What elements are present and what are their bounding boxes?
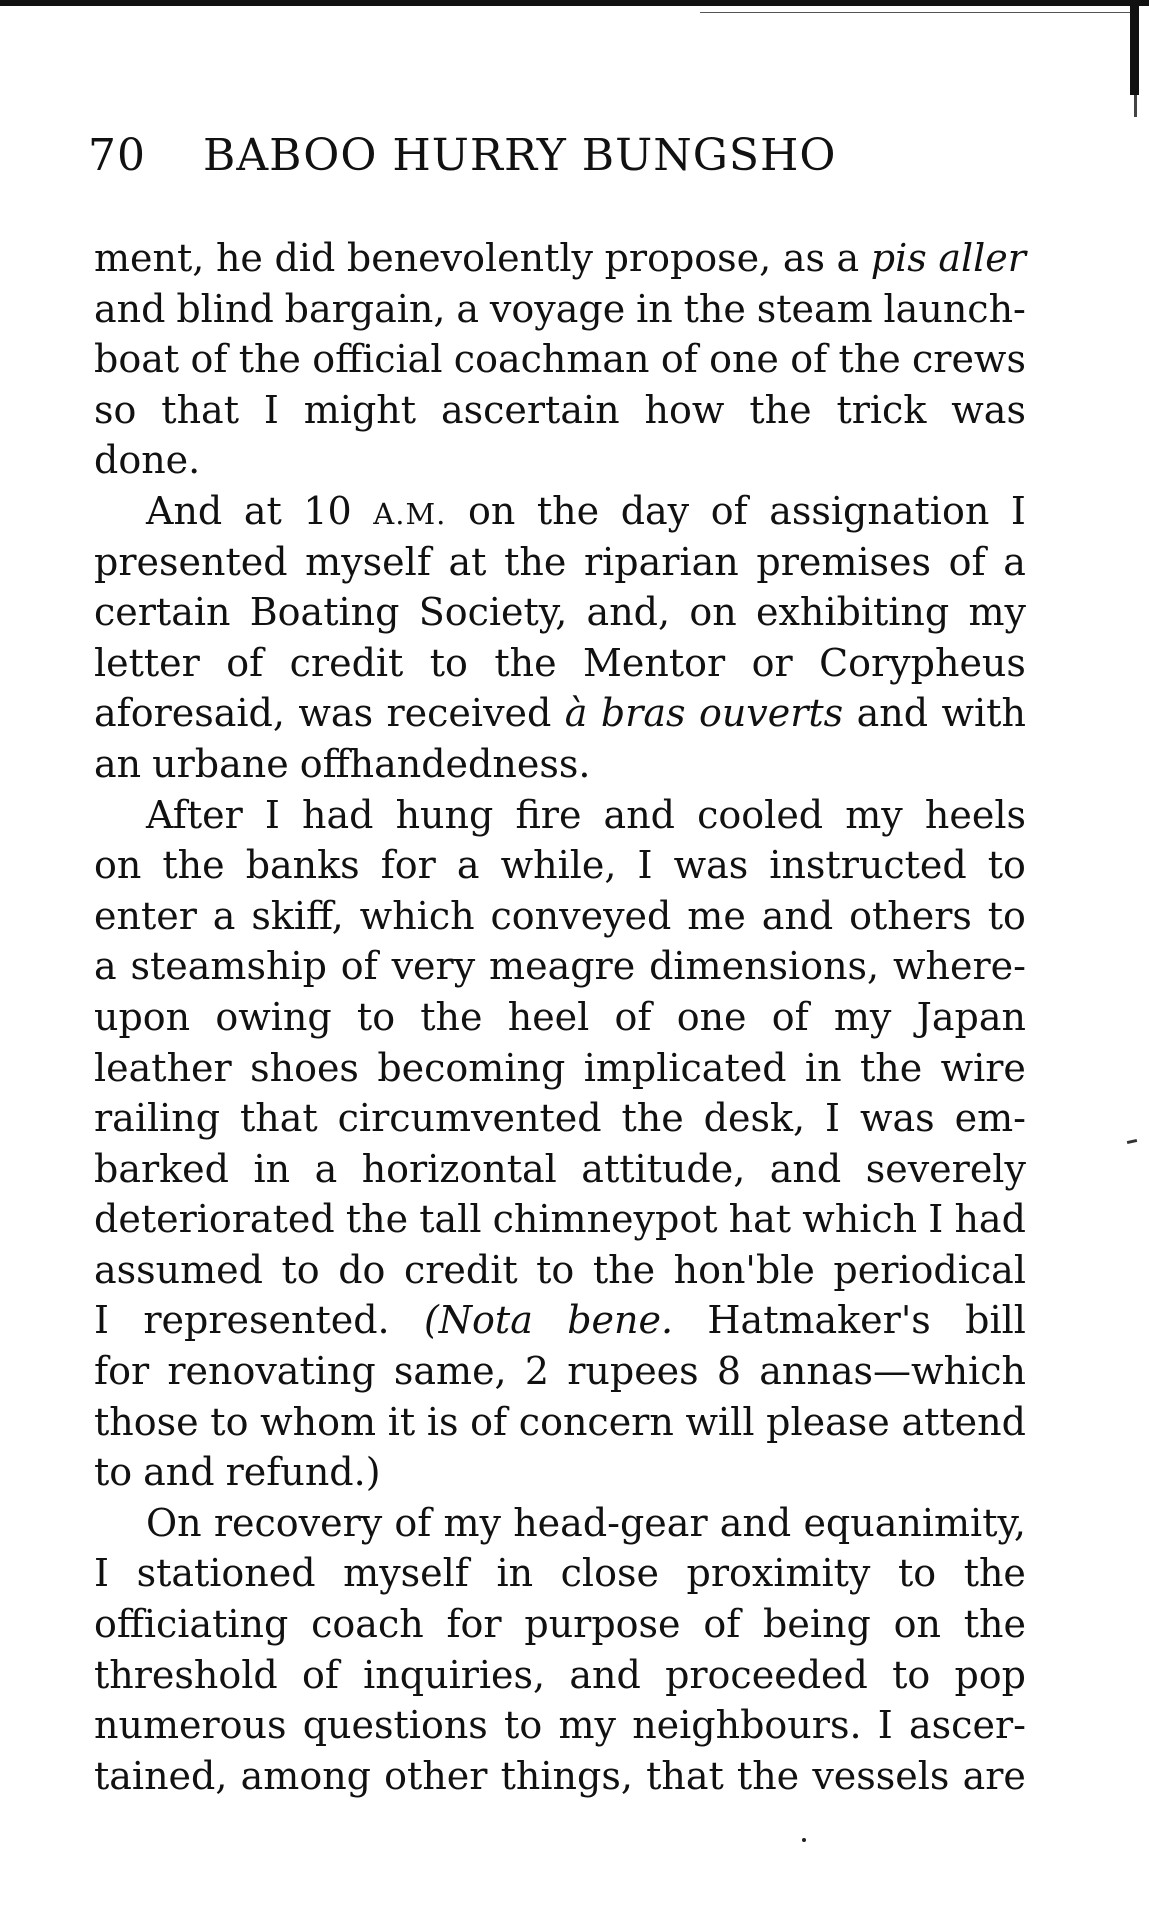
text-line — [94, 992, 1026, 1043]
word: circumvented — [337, 1096, 602, 1141]
word: I — [94, 1551, 110, 1596]
text-line — [94, 537, 1026, 588]
word: Boating — [249, 590, 400, 635]
word: inquiries, — [363, 1652, 546, 1697]
word: concern — [518, 1399, 674, 1444]
word: threshold — [94, 1652, 278, 1697]
page-number: 70 — [88, 130, 146, 181]
word: do — [338, 1247, 386, 1292]
word: the — [494, 640, 557, 685]
word: on — [689, 590, 737, 635]
word: steamship — [130, 944, 327, 989]
word: assignation — [769, 488, 990, 533]
word: and — [761, 893, 834, 938]
word: of — [703, 1602, 741, 1647]
word: launch- — [883, 286, 1026, 331]
text-line — [94, 1599, 1026, 1650]
word: coach — [311, 1602, 424, 1647]
word: while, — [500, 843, 617, 888]
word: steam — [756, 286, 873, 331]
word: was — [951, 387, 1026, 432]
text-line — [94, 1700, 1026, 1751]
word: bargain, — [284, 286, 446, 331]
word: leather — [94, 1045, 232, 1090]
word: Corypheus — [819, 640, 1026, 685]
word: the — [621, 1096, 684, 1141]
word: whom — [260, 1399, 377, 1444]
word: which — [802, 1197, 918, 1242]
running-title: BABOO HURRY BUNGSHO — [203, 130, 837, 181]
word: neighbours. — [632, 1703, 862, 1748]
word: of — [710, 488, 748, 533]
word: bras — [600, 691, 686, 736]
word: pop — [954, 1652, 1026, 1697]
word: Society, — [418, 590, 568, 635]
text-line — [94, 385, 1026, 436]
word: head-gear — [513, 1500, 708, 1545]
text-line — [94, 1397, 1026, 1448]
word: an — [94, 741, 142, 786]
word: for — [94, 1349, 150, 1394]
word: or — [751, 640, 793, 685]
word: the — [238, 337, 301, 382]
word: the — [536, 488, 600, 533]
word: proximity — [686, 1551, 871, 1596]
word: of — [790, 337, 828, 382]
word: conveyed — [490, 893, 672, 938]
word: 2 — [524, 1349, 550, 1394]
word: upon — [94, 994, 191, 1039]
word: heel — [507, 994, 590, 1039]
word: of — [340, 944, 378, 989]
word: that — [646, 1753, 724, 1798]
word: officiating — [94, 1602, 289, 1647]
word: with — [941, 691, 1026, 736]
word: deteriorated — [94, 1197, 335, 1242]
word: to — [897, 1551, 937, 1596]
word: purpose — [524, 1602, 681, 1647]
word: my — [558, 1703, 616, 1748]
word: will — [685, 1399, 755, 1444]
word: was — [298, 691, 374, 736]
word: might — [303, 387, 417, 432]
word: instructed — [769, 843, 967, 888]
word: of — [614, 994, 652, 1039]
text-line — [94, 1498, 1026, 1549]
word: is — [426, 1399, 459, 1444]
word: of — [190, 337, 228, 382]
text-line — [94, 1751, 1026, 1802]
word: myself — [305, 539, 431, 584]
word: ouverts — [698, 691, 844, 736]
text-line — [94, 1548, 1026, 1599]
word: and — [719, 1500, 792, 1545]
word: A.M. — [373, 496, 447, 531]
word: to — [536, 1247, 575, 1292]
word: my — [833, 994, 892, 1039]
word: heels — [924, 792, 1026, 837]
word: presented — [94, 539, 288, 584]
word: coachman — [453, 337, 650, 382]
word: one — [676, 994, 747, 1039]
text-line — [94, 1245, 1026, 1296]
word: pis — [870, 236, 927, 280]
word: I — [825, 1096, 841, 1141]
word: the — [736, 1753, 800, 1798]
word: I — [263, 387, 279, 432]
word: equanimity, — [803, 1500, 1026, 1545]
word: in — [636, 286, 673, 331]
word: had — [302, 792, 374, 837]
text-line — [94, 284, 1026, 335]
word: Hatmaker's — [707, 1298, 931, 1343]
text-line — [94, 790, 1026, 841]
word: credit — [403, 1247, 518, 1292]
word: recovery — [213, 1500, 383, 1545]
word: trick — [836, 387, 927, 432]
word: the — [162, 843, 225, 888]
word: On — [146, 1500, 202, 1545]
word: are — [962, 1753, 1026, 1798]
word: à — [564, 691, 588, 736]
text-line — [94, 941, 1026, 992]
word: so — [94, 387, 137, 432]
word: my — [845, 792, 903, 837]
word: how — [644, 387, 725, 432]
word: After — [146, 792, 243, 837]
word: the — [683, 286, 746, 331]
word: same, — [393, 1349, 507, 1394]
word: and, — [586, 590, 671, 635]
word: where- — [892, 944, 1026, 989]
word: annas—which — [759, 1349, 1026, 1394]
word: numerous — [94, 1703, 287, 1748]
word: it — [387, 1399, 416, 1444]
word: in — [253, 1146, 291, 1191]
word: severely — [865, 1146, 1026, 1191]
word: credit — [289, 640, 404, 685]
word: And — [146, 488, 223, 533]
word: shoes — [250, 1045, 359, 1090]
word: skiff, — [251, 893, 344, 938]
word: to — [356, 994, 396, 1039]
word: done. — [94, 438, 201, 483]
word: had — [954, 1197, 1026, 1242]
word: and — [856, 691, 929, 736]
text-line — [94, 1295, 1026, 1346]
word: tained, — [94, 1753, 228, 1798]
word: did — [274, 236, 336, 280]
word: vessels — [812, 1753, 950, 1798]
text-line — [94, 1093, 1026, 1144]
word: letter — [94, 640, 200, 685]
word: of — [301, 1652, 339, 1697]
word: bill — [965, 1298, 1026, 1343]
word: banks — [245, 843, 360, 888]
word: I — [264, 792, 280, 837]
word: assumed — [94, 1247, 263, 1292]
word: enter — [94, 893, 197, 938]
word: proceeded — [665, 1652, 868, 1697]
word: the — [592, 1247, 656, 1292]
word: official — [312, 337, 443, 382]
word: to — [94, 1450, 133, 1495]
word: was — [859, 1096, 935, 1141]
word: chimneypot — [492, 1197, 718, 1242]
word: voyage — [489, 286, 626, 331]
word: on — [893, 1602, 941, 1647]
word: of — [394, 1500, 432, 1545]
word: I — [877, 1703, 893, 1748]
word: very — [391, 944, 476, 989]
word: 8 — [716, 1349, 742, 1394]
word: me — [687, 893, 746, 938]
word: to — [987, 843, 1026, 888]
word: that — [161, 387, 239, 432]
word: em- — [954, 1096, 1026, 1141]
word: wire — [940, 1045, 1026, 1090]
word: for — [380, 843, 436, 888]
text-line — [94, 233, 1026, 284]
word: meagre — [489, 944, 636, 989]
word: horizontal — [361, 1146, 557, 1191]
word: and — [603, 792, 676, 837]
text-line — [94, 435, 1026, 486]
word: cooled — [697, 792, 824, 837]
word: was — [673, 843, 749, 888]
word: attitude, — [581, 1146, 746, 1191]
word: hung — [395, 792, 494, 837]
word: Japan — [916, 994, 1026, 1039]
word: a — [1003, 539, 1026, 584]
text-line — [94, 1144, 1026, 1195]
word: aforesaid, — [94, 691, 285, 736]
word: in — [804, 1045, 842, 1090]
word: among — [240, 1753, 371, 1798]
word: questions — [302, 1703, 488, 1748]
top-rule-thin — [700, 12, 1130, 13]
word: desk, — [703, 1096, 806, 1141]
word: 10 — [303, 488, 352, 533]
text-line — [94, 1346, 1026, 1397]
page-edge-mark — [1130, 0, 1139, 95]
word: other — [384, 1753, 488, 1798]
text-line — [94, 1650, 1026, 1701]
word: others — [849, 893, 972, 938]
word: renovating — [167, 1349, 376, 1394]
word: exhibiting — [755, 590, 950, 635]
word: he — [215, 236, 263, 280]
word: to — [892, 1652, 931, 1697]
word: which — [359, 893, 475, 938]
word: bene. — [567, 1298, 674, 1343]
word: in — [496, 1551, 534, 1596]
word: on — [94, 843, 142, 888]
text-line — [94, 840, 1026, 891]
text-line — [94, 486, 1026, 537]
word: the — [963, 1551, 1026, 1596]
page-edge-mark-tail — [1134, 95, 1137, 117]
word: I — [1010, 488, 1026, 533]
word: and — [769, 1146, 842, 1191]
word: please — [766, 1399, 890, 1444]
text-line — [94, 1194, 1026, 1245]
ink-speck — [802, 1838, 806, 1842]
word: the — [504, 539, 567, 584]
body-text — [94, 233, 1026, 1801]
word: represented. — [143, 1298, 390, 1343]
word: Mentor — [582, 640, 726, 685]
word: a — [94, 944, 117, 989]
word: to — [987, 893, 1026, 938]
text-line — [94, 1043, 1026, 1094]
word: (Nota — [423, 1298, 533, 1343]
word: that — [240, 1096, 318, 1141]
word: and — [569, 1652, 641, 1697]
word: owing — [215, 994, 332, 1039]
word: benevolently — [346, 236, 594, 280]
word: to — [210, 1399, 249, 1444]
word: of — [771, 994, 809, 1039]
word: one — [709, 337, 779, 382]
word: a — [314, 1146, 338, 1191]
word: a — [836, 236, 860, 280]
word: of — [660, 337, 698, 382]
running-header — [88, 130, 1028, 200]
word: of — [470, 1399, 508, 1444]
word: the — [749, 387, 812, 432]
word: ascer- — [909, 1703, 1026, 1748]
word: blind — [176, 286, 274, 331]
word: barked — [94, 1146, 229, 1191]
word: aller — [938, 236, 1026, 280]
word: things, — [500, 1753, 633, 1798]
word: to — [429, 640, 468, 685]
word: becoming — [377, 1045, 566, 1090]
text-line — [94, 891, 1026, 942]
word: as — [782, 236, 825, 280]
word: my — [443, 1500, 502, 1545]
word: and — [94, 286, 166, 331]
margin-mark — [1127, 1139, 1137, 1144]
word: offhandedness. — [299, 741, 591, 786]
word: a — [456, 843, 480, 888]
word: to — [504, 1703, 543, 1748]
word: of — [948, 539, 986, 584]
word: certain — [94, 590, 231, 635]
word: periodical — [833, 1247, 1026, 1292]
word: premises — [756, 539, 932, 584]
word: ment, — [94, 236, 205, 280]
word: of — [226, 640, 264, 685]
word: railing — [94, 1096, 221, 1141]
word: crews — [912, 337, 1026, 382]
text-line — [94, 587, 1026, 638]
word: the — [420, 994, 483, 1039]
word: those — [94, 1399, 199, 1444]
word: I — [637, 843, 653, 888]
word: dimensions, — [649, 944, 880, 989]
word: hon'ble — [673, 1247, 815, 1292]
word: received — [386, 691, 552, 736]
word: I — [94, 1298, 110, 1343]
text-line — [94, 638, 1026, 689]
text-line — [94, 688, 1026, 739]
word: urbane — [152, 741, 289, 786]
word: a — [212, 893, 236, 938]
word: hat — [728, 1197, 792, 1242]
word: refund.) — [225, 1450, 381, 1495]
word: riparian — [583, 539, 739, 584]
word: on — [467, 488, 516, 533]
word: the — [963, 1602, 1026, 1647]
word: I — [928, 1197, 944, 1242]
word: tall — [419, 1197, 482, 1242]
word: the — [859, 1045, 923, 1090]
word: to — [281, 1247, 320, 1292]
word: implicated — [583, 1045, 787, 1090]
word: attend — [901, 1399, 1026, 1444]
word: for — [446, 1602, 502, 1647]
word: the — [345, 1197, 409, 1242]
word: propose, — [604, 236, 772, 280]
word: at — [243, 488, 282, 533]
word: being — [763, 1602, 871, 1647]
text-line — [94, 739, 1026, 790]
text-line — [94, 334, 1026, 385]
word: a — [456, 286, 480, 331]
word: ascertain — [440, 387, 620, 432]
word: boat — [94, 337, 180, 382]
word: the — [838, 337, 901, 382]
word: fire — [515, 792, 582, 837]
text-line — [94, 1447, 1026, 1498]
word: my — [968, 590, 1026, 635]
word: at — [448, 539, 487, 584]
word: stationed — [136, 1551, 316, 1596]
word: rupees — [567, 1349, 699, 1394]
word: day — [620, 488, 690, 533]
word: and — [143, 1450, 215, 1495]
top-rule — [0, 0, 1149, 6]
word: myself — [343, 1551, 469, 1596]
word: close — [560, 1551, 659, 1596]
